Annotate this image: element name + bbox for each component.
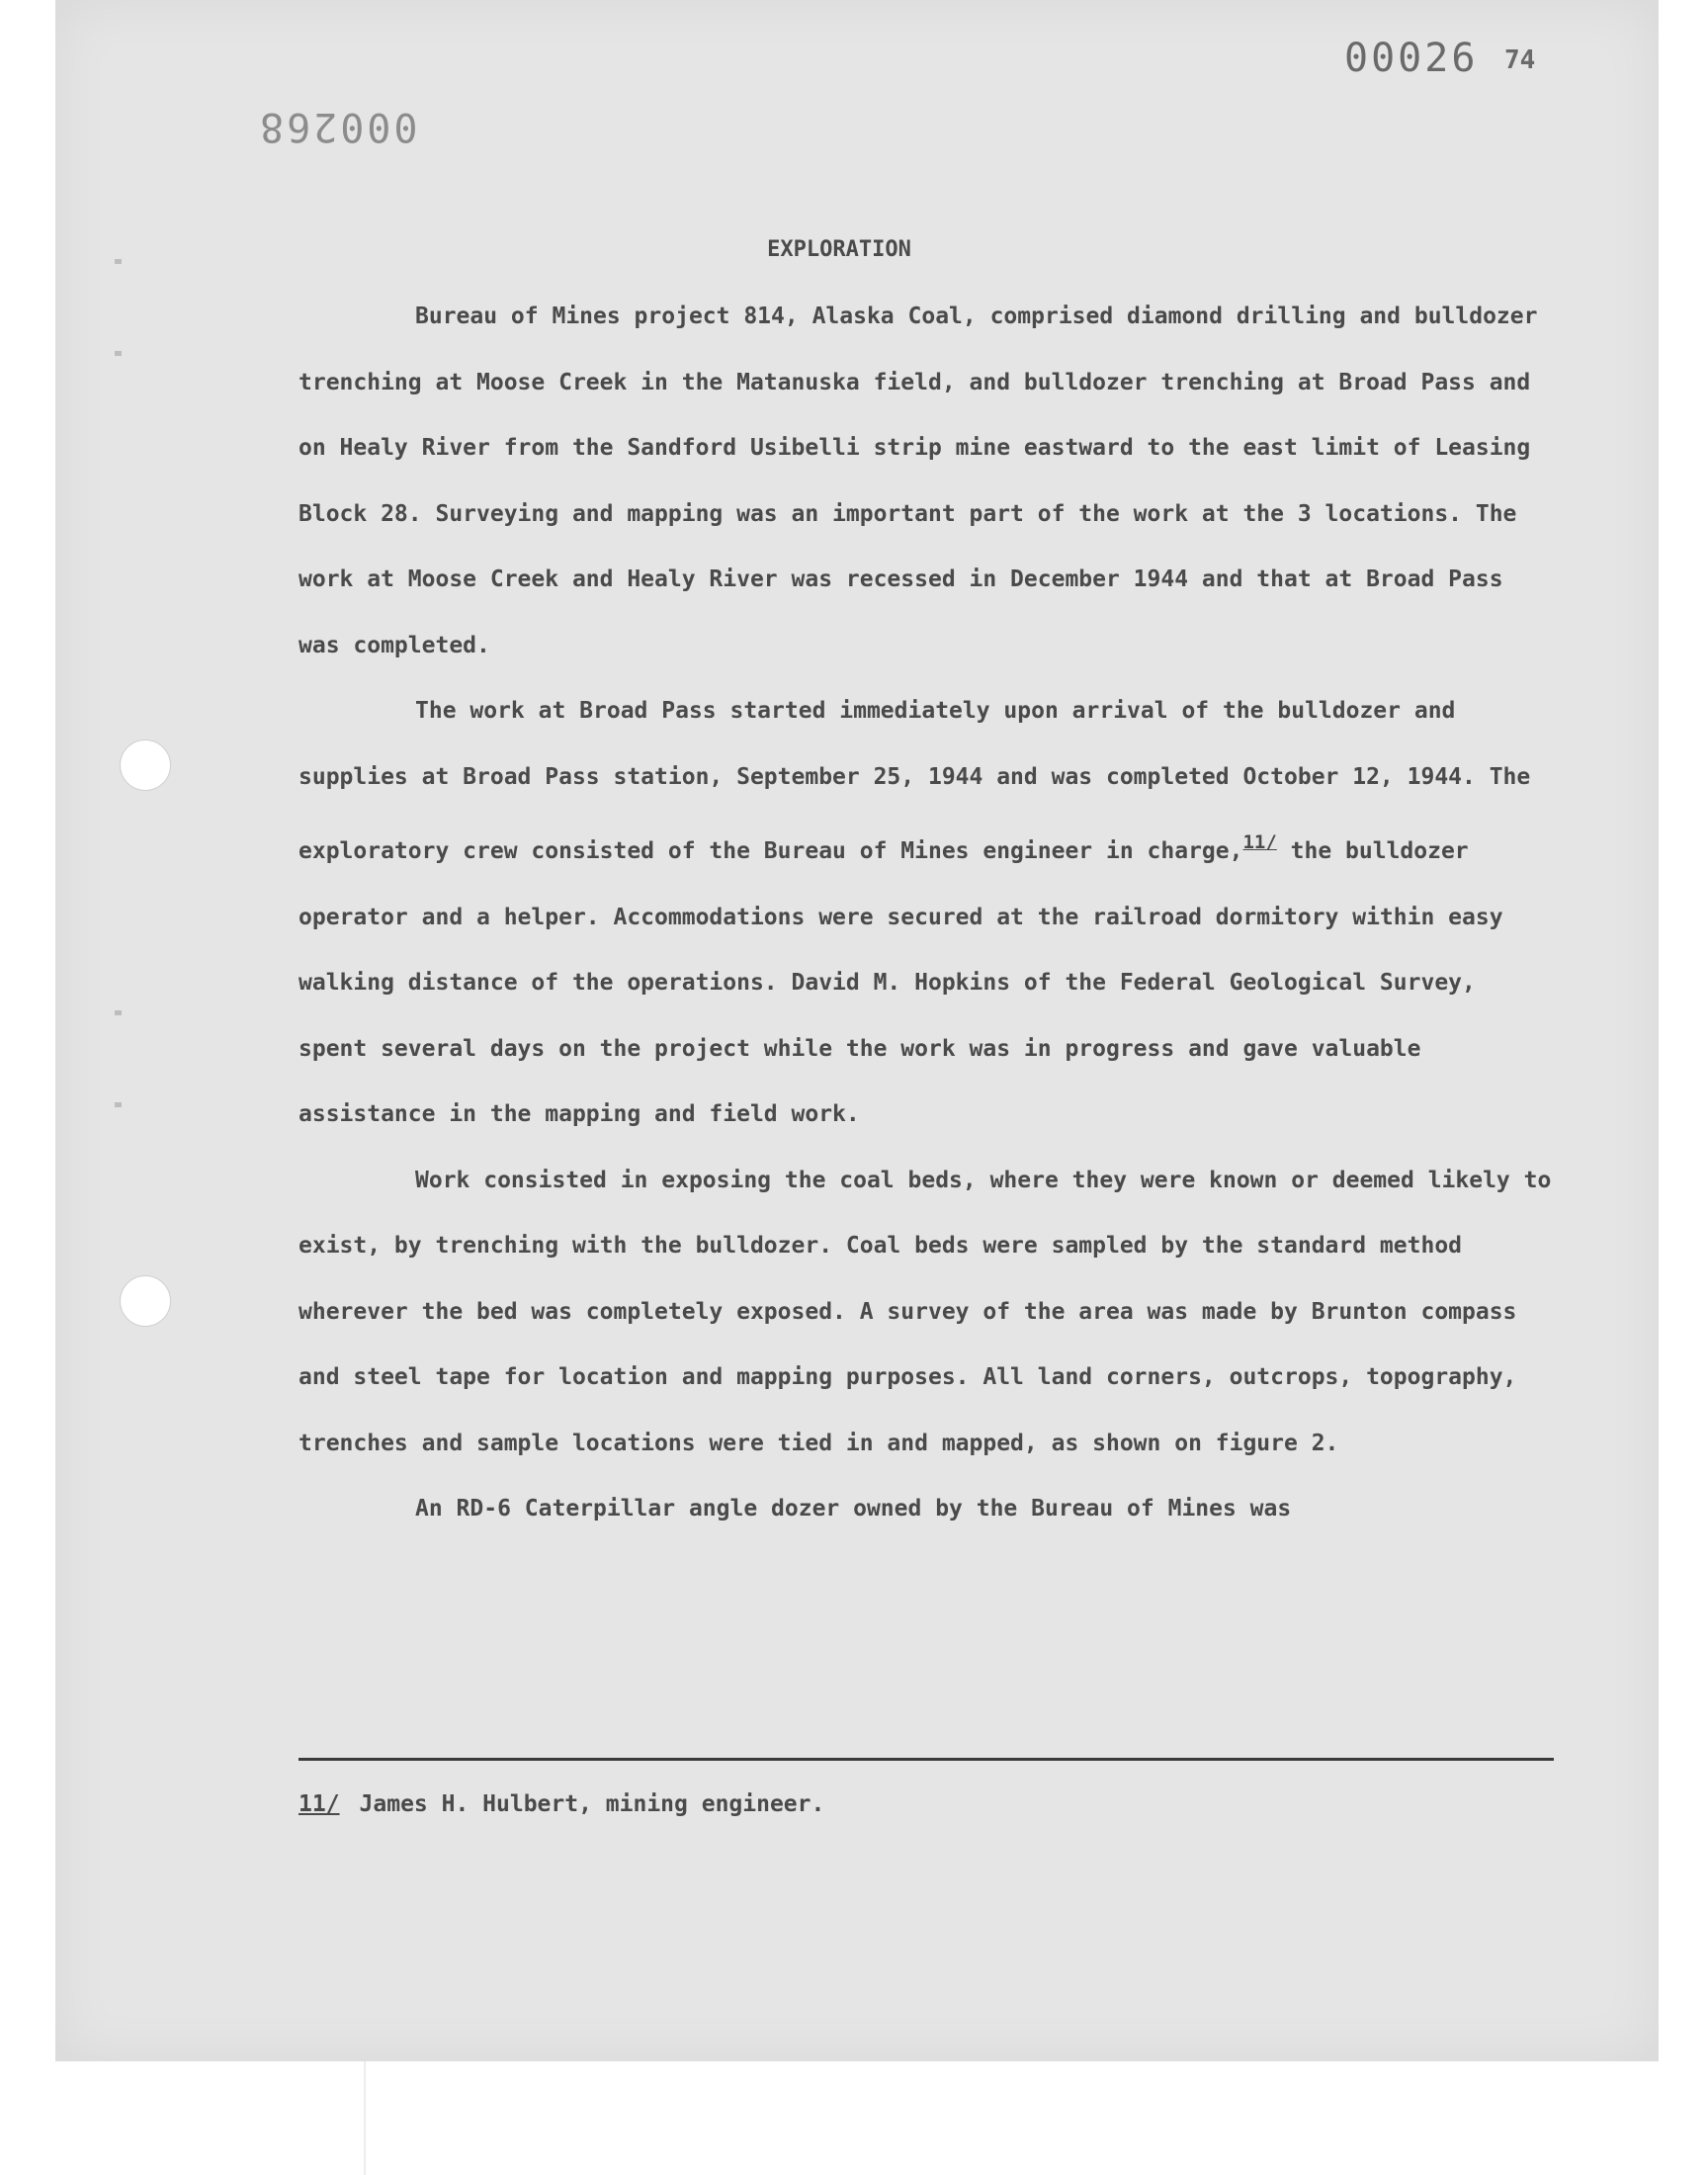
paragraph-1-text: Bureau of Mines project 814, Alaska Coal, comprised diamond drilling and bulldozer trenching at Moose Creek in the Matanuska field, and bulldozer trenching at Broad Pass and on Healy River from the Sandford Usibelli strip mine eastward to the east limit of Leasing Block 28. Surveying and mapping was an important part of the work at the 3 locations. The work at Moose Creek and Healy River was recessed in December 1944 and that at Broad Pass was completed. [299, 304, 1538, 658]
footnote-text: James H. Hulbert, mining engineer. [359, 1791, 825, 1817]
margin-mark [115, 351, 122, 356]
binder-hole-bottom [120, 1275, 171, 1327]
paragraph-3 [299, 1148, 1554, 1477]
paragraph-2 [299, 678, 1554, 1148]
paragraph-2-text-before: The work at Broad Pass started immediately upon arrival of the bulldozer and supplies at Broad Pass station, September 25, 1944 and was completed October 12, 1944. The exploratory crew consisted of the Bureau of Mines engineer in charge, [299, 698, 1531, 864]
paragraph-3-text: Work consisted in exposing the coal beds, where they were known or deemed likely to exist, by trenching with the bulldozer. Coal beds were sampled by the standard method wherever the bed was completely exposed. A survey of the area was made by Brunton compass and steel tape for location and mapping purposes. All land corners, outcrops, topography, trenches and sample locations were tied in and mapped, as shown on figure 2. [299, 1167, 1552, 1456]
paragraph-4 [299, 1476, 1554, 1542]
margin-mark [115, 1102, 122, 1107]
page-number-stamp-suffix: 74 [1504, 45, 1536, 75]
section-title: EXPLORATION [767, 237, 911, 262]
footnote-divider [299, 1758, 1554, 1761]
footnote-reference: 11/ [1242, 831, 1277, 853]
document-body [299, 237, 1554, 1542]
flipped-page-number-stamp: 000268 [257, 104, 418, 149]
scan-edge-line [364, 2061, 366, 2175]
paragraph-2-text-after: the bulldozer operator and a helper. Accommodations were secured at the railroad dormitory within easy walking distance of the operations. David M. Hopkins of the Federal Geological Survey, spent several days on the project while the work was in progress and gave valuable assistance in the mapping and field work. [299, 838, 1503, 1127]
page-number-stamp: 00026 [1344, 36, 1479, 81]
margin-mark [115, 259, 122, 264]
footnote [299, 1791, 824, 1817]
binder-hole-top [120, 740, 171, 791]
paragraph-4-text: An RD-6 Caterpillar angle dozer owned by the Bureau of Mines was [415, 1496, 1292, 1522]
footnote-marker: 11/ [299, 1791, 340, 1817]
margin-mark [115, 1010, 122, 1015]
paragraph-1 [299, 284, 1554, 678]
